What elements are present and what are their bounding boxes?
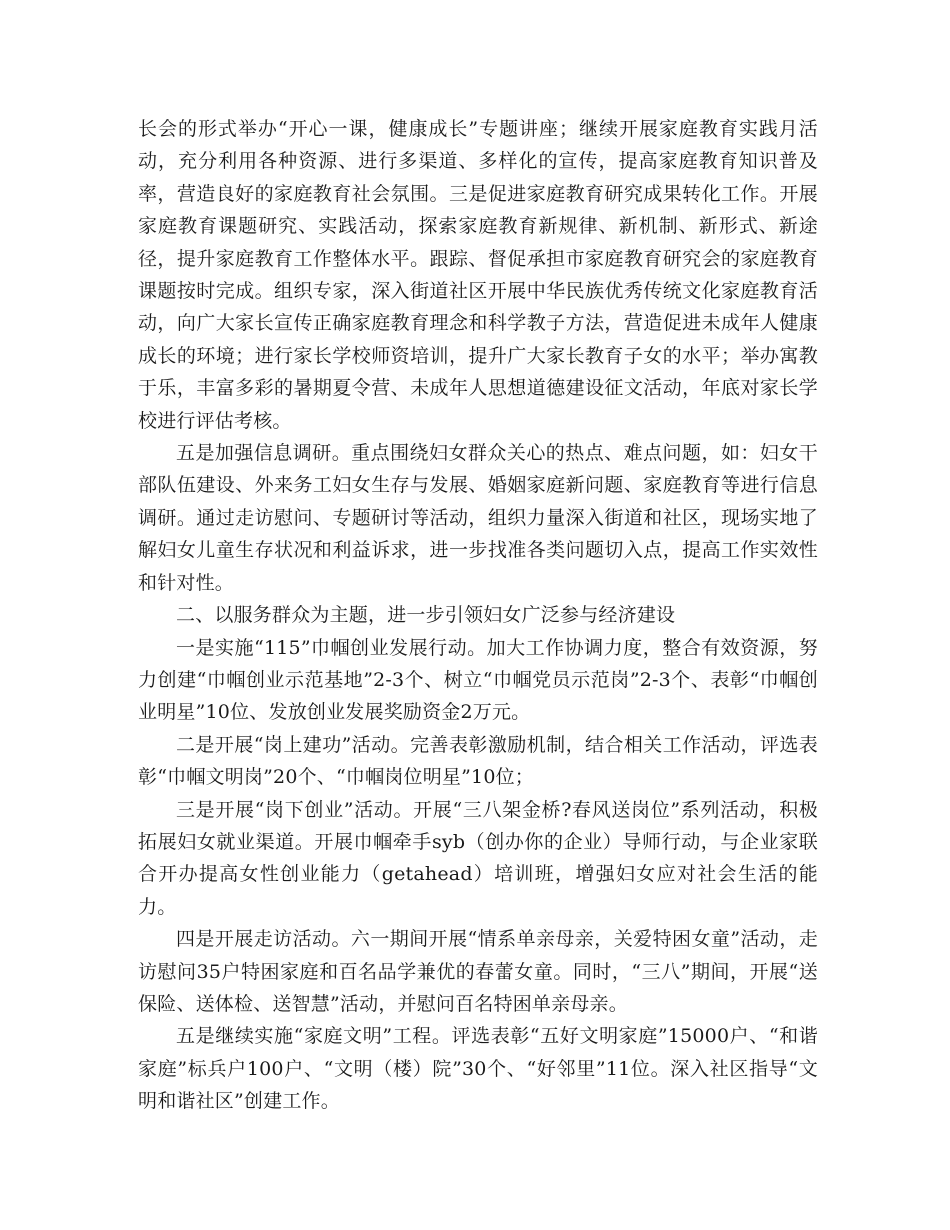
document-body — [138, 113, 818, 1118]
paragraph-on-post-merit: 二是开展“岗上建功”活动。完善表彰激励机制，结合相关工作活动，评选表彰“巾帼文明岗”20个、“巾帼岗位明星”10位； — [138, 733, 818, 789]
paragraph-115-action: 一是实施“115”巾帼创业发展行动。加大工作协调力度，整合有效资源，努力创建“巾帼创业示范基地”2-3个、树立“巾帼党员示范岗”2-3个、表彰“巾帼创业明星”10位、发放创业发展奖励资金2万元。 — [138, 636, 818, 724]
paragraph-family-education-continued: 长会的形式举办“开心一课，健康成长”专题讲座；继续开展家庭教育实践月活动，充分利用各种资源、进行多渠道、多样化的宣传，提高家庭教育知识普及率，营造良好的家庭教育社会氛围。三是促进家庭教育研究成果转化工作。开展家庭教育课题研究、实践活动，探索家庭教育新规律、新机制、新形式、新途径，提升家庭教育工作整体水平。跟踪、督促承担市家庭教育研究会的家庭教育课题按时完成。组织专家，深入街道社区开展中华民族优秀传统文化家庭教育活动，向广大家长宣传正确家庭教育理念和科学教子方法，营造促进未成年人健康成长的环境；进行家长学校师资培训，提升广大家长教育子女的水平；举办寓教于乐，丰富多彩的暑期夏令营、未成年人思想道德建设征文活动，年底对家长学校进行评估考核。 — [138, 118, 818, 432]
paragraph-visiting-activities: 四是开展走访活动。六一期间开展“情系单亲母亲，关爱特困女童”活动，走访慰问35户特困家庭和百名品学兼优的春蕾女童。同时，“三八”期间，开展“送保险、送体检、送智慧”活动，并慰问百名特困单亲母亲。 — [138, 928, 818, 1015]
paragraph-family-civilization: 五是继续实施“家庭文明”工程。评选表彰“五好文明家庭”15000户、“和谐家庭”标兵户100户、“文明（楼）院”30个、“好邻里”11位。深入社区指导“文明和谐社区”创建工作。 — [138, 1025, 818, 1113]
section-heading-serve-masses: 二、以服务群众为主题，进一步引领妇女广泛参与经济建设 — [176, 604, 676, 627]
paragraph-information-research: 五是加强信息调研。重点围绕妇女群众关心的热点、难点问题，如：妇女干部队伍建设、外来务工妇女生存与发展、婚姻家庭新问题、家庭教育等进行信息调研。通过走访慰问、专题研讨等活动，组织力量深入街道和社区，现场实地了解妇女儿童生存状况和利益诉求，进一步找准各类问题切入点，提高工作实效性和针对性。 — [138, 442, 818, 594]
paragraph-off-post-entrepreneurship: 三是开展“岗下创业”活动。开展“三八架金桥?春风送岗位”系列活动，积极拓展妇女就业渠道。开展巾帼牵手syb（创办你的企业）导师行动，与企业家联合开办提高女性创业能力（getahead）培训班，增强妇女应对社会生活的能力。 — [138, 798, 818, 918]
